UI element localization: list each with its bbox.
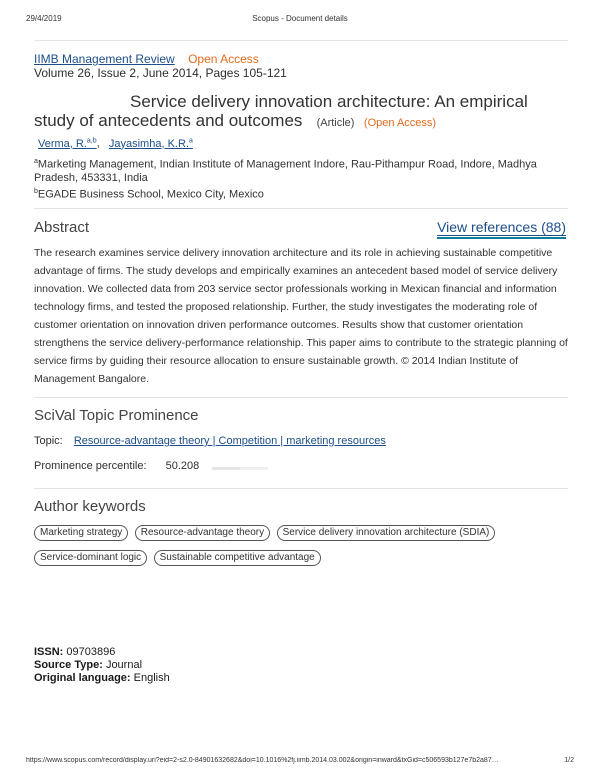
references-underline xyxy=(437,237,566,239)
affiliations xyxy=(34,155,554,201)
prominence-bar-fill xyxy=(212,467,240,470)
document-metadata xyxy=(34,646,170,685)
view-references-label: View references (88) xyxy=(437,219,566,235)
scival-heading: SciVal Topic Prominence xyxy=(34,407,199,424)
author-name: Jayasimha, K.R. xyxy=(108,137,189,150)
author-name: Verma, R. xyxy=(38,137,87,150)
author-affil-sup: a,b xyxy=(86,137,97,144)
keyword-chip[interactable]: Sustainable competitive advantage xyxy=(154,550,321,566)
section-divider xyxy=(34,397,568,398)
author-separator: , xyxy=(96,137,100,150)
source-type-label: Source Type: xyxy=(34,659,103,671)
open-access-paren-open: ( xyxy=(363,117,368,129)
section-divider xyxy=(34,488,568,489)
abstract-heading: Abstract xyxy=(34,219,90,236)
keyword-list xyxy=(34,522,574,572)
affiliation-item xyxy=(34,185,554,202)
topic-label: Topic: xyxy=(34,435,63,447)
issn-row xyxy=(34,646,170,659)
prominence-bar xyxy=(212,467,268,470)
prominence-label: Prominence percentile: xyxy=(34,460,147,472)
open-access-badge: Open Access xyxy=(188,52,259,66)
author-link[interactable] xyxy=(38,138,97,150)
view-references-link[interactable] xyxy=(437,219,566,235)
keyword-chip[interactable]: Marketing strategy xyxy=(34,525,128,541)
keyword-chip[interactable]: Service-dominant logic xyxy=(34,550,147,566)
affiliation-text: Marketing Management, Indian Institute of Management Indore, Rau-Pithampur Road, Indore, Madhya Pradesh, 453331, India xyxy=(34,158,537,184)
prominence-value: 50.208 xyxy=(165,460,200,472)
open-access-paren-close: ) xyxy=(432,117,437,129)
affiliation-sup: a xyxy=(34,158,38,165)
issue-info: Volume 26, Issue 2, June 2014, Pages 105-121 xyxy=(34,66,287,80)
affiliation-item xyxy=(34,155,554,185)
print-date: 29/4/2019 xyxy=(26,14,62,23)
print-url: https://www.scopus.com/record/display.uri?eid=2-s2.0-84901632682&doi=10.1016%2fj.iimb.2014.03.002&origin=inward&txGid=c506593b127e7b2a87… xyxy=(26,757,499,764)
document-title-text: Service delivery innovation architecture: An empirical study of antecedents and outcomes xyxy=(34,92,528,130)
source-type-value: Journal xyxy=(105,659,143,671)
language-value: English xyxy=(133,672,170,684)
language-label: Original language: xyxy=(34,672,131,684)
author-affil-sup: a xyxy=(188,137,193,144)
issn-label: ISSN: xyxy=(34,646,64,658)
author-list xyxy=(38,134,193,151)
author-link[interactable] xyxy=(109,138,193,150)
prominence-row xyxy=(34,460,199,472)
page-number: 1/2 xyxy=(564,757,574,764)
affiliation-text: EGADE Business School, Mexico City, Mexico xyxy=(37,188,264,201)
topic-row xyxy=(34,435,386,447)
language-row xyxy=(34,672,170,685)
keyword-chip[interactable]: Service delivery innovation architecture (SDIA) xyxy=(277,525,496,541)
document-title xyxy=(34,92,564,133)
document-type: (Article) xyxy=(316,117,355,129)
document-open-access: Open Access xyxy=(367,117,433,129)
issn-value: 09703896 xyxy=(66,646,116,658)
abstract-text: The research examines service delivery innovation architecture and its role in achieving sustainable competitive advantage of firms. The study develops and empirically examines an antecedent based model of service delivery innovation. We collected data from 203 service sector professionals working in Mexican financial and information technology firms, and tested the proposed relationship. Further, the study investigates the moderating role of customer orientation on innovation driven performance outcomes. Results show that customer orientation strengthens the service delivery-performance relationship. This paper aims to contribute to the strategic planning of service firms by guiding their resource allocation to ensure sustainable growth. © 2014 Indian Institute of Management Bangalore. xyxy=(34,247,568,385)
source-line xyxy=(34,52,259,66)
source-type-row xyxy=(34,659,170,672)
print-page-title: Scopus - Document details xyxy=(252,14,348,23)
affiliation-sup: b xyxy=(34,187,38,195)
top-divider xyxy=(34,40,568,41)
keywords-heading: Author keywords xyxy=(34,498,146,515)
keyword-chip[interactable]: Resource-advantage theory xyxy=(135,525,270,541)
journal-link[interactable]: IIMB Management Review xyxy=(34,52,175,66)
section-divider xyxy=(34,208,568,209)
topic-link[interactable]: Resource-advantage theory | Competition | marketing resources xyxy=(73,435,386,447)
